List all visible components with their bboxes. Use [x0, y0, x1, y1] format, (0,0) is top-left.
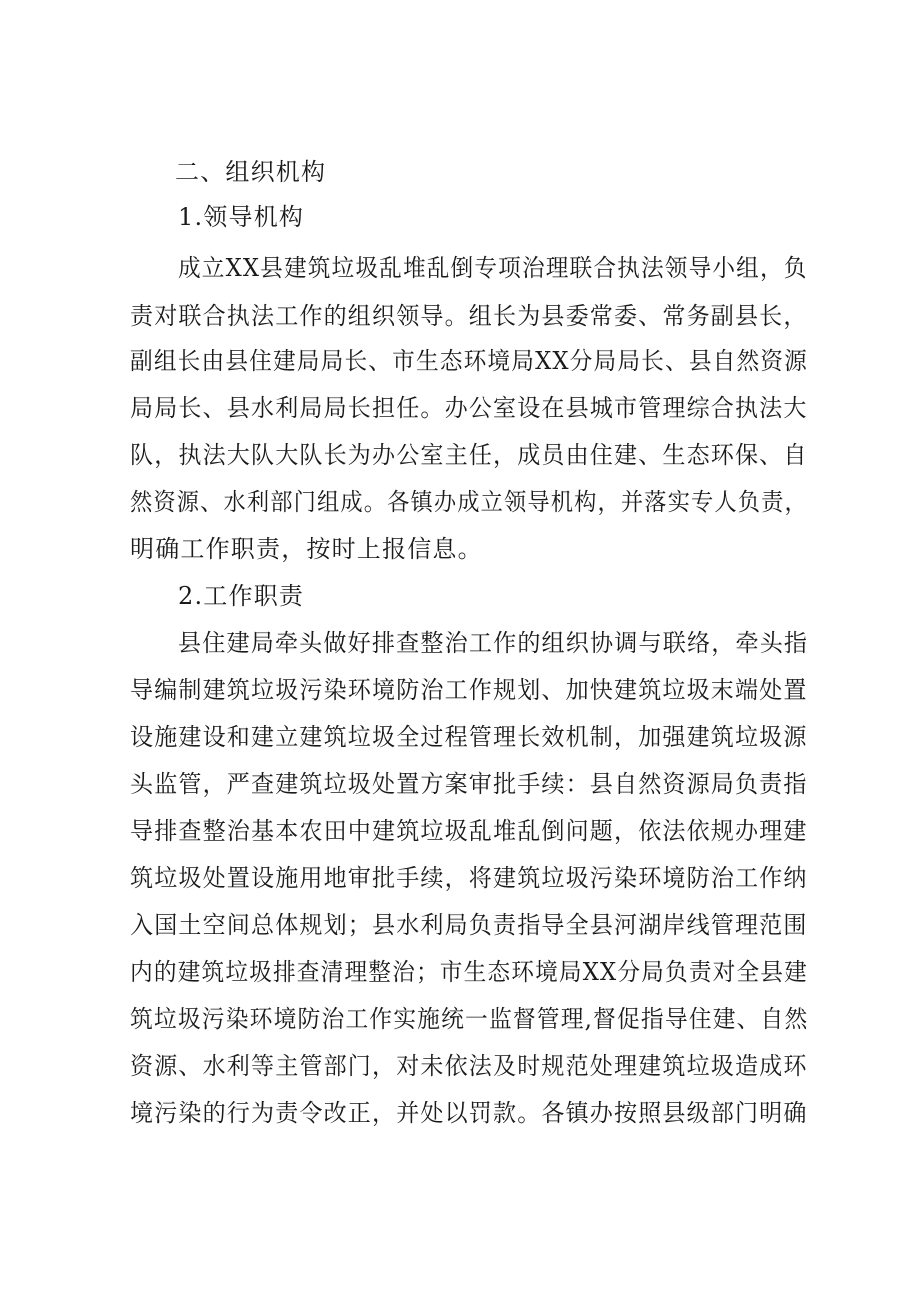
paragraph-line: 成立XX县建筑垃圾乱堆乱倒专项治理联合执法领导小组，负	[178, 254, 808, 282]
subsection-heading-leadership: 1.领导机构	[178, 203, 305, 231]
paragraph-line: 资源、水利等主管部门，对未依法及时规范处理建筑垃圾造成环	[130, 1052, 808, 1080]
paragraph-line: 责对联合执法工作的组织领导。组长为县委常委、常务副县长，	[130, 302, 808, 330]
paragraph-line: 导编制建筑垃圾污染环境防治工作规划、加快建筑垃圾末端处置	[130, 676, 808, 704]
paragraph-line: 内的建筑垃圾排查清理整治；市生态环境局XX分局负责对全县建	[130, 958, 808, 986]
section-heading: 二、组织机构	[175, 158, 327, 186]
paragraph-line: 设施建设和建立建筑垃圾全过程管理长效机制，加强建筑垃圾源	[130, 723, 808, 751]
paragraph-line: 明确工作职责，按时上报信息。	[130, 535, 483, 563]
subsection-heading-duties: 2.工作职责	[178, 582, 305, 610]
paragraph-line: 队，执法大队大队长为办公室主任，成员由住建、生态环保、自	[130, 441, 808, 469]
paragraph-line: 然资源、水利部门组成。各镇办成立领导机构，并落实专人负责，	[130, 488, 808, 516]
paragraph-line: 筑垃圾污染环境防治工作实施统一监督管理,督促指导住建、自然	[130, 1005, 809, 1033]
paragraph-line: 导排查整治基本农田中建筑垃圾乱堆乱倒问题，依法依规办理建	[130, 817, 808, 845]
paragraph-line: 局局长、县水利局局长担任。办公室设在县城市管理综合执法大	[130, 394, 808, 422]
paragraph-line: 筑垃圾处置设施用地审批手续，将建筑垃圾污染环境防治工作纳	[130, 864, 808, 892]
paragraph-line: 境污染的行为责令改正，并处以罚款。各镇办按照县级部门明确	[130, 1099, 808, 1127]
paragraph-line: 副组长由县住建局局长、市生态环境局XX分局局长、县自然资源	[130, 347, 808, 375]
paragraph-line: 头监管，严查建筑垃圾处置方案审批手续：县自然资源局负责指	[130, 770, 808, 798]
paragraph-line: 县住建局牵头做好排查整治工作的组织协调与联络，牵头指	[178, 629, 809, 657]
paragraph-line: 入国土空间总体规划；县水利局负责指导全县河湖岸线管理范围	[130, 911, 808, 939]
